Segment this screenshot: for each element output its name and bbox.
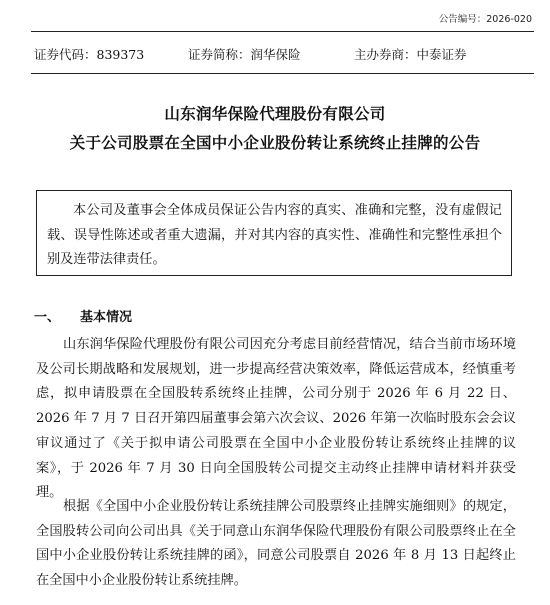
announcement-title: 关于公司股票在全国中小企业股份转让系统终止挂牌的公告: [69, 133, 481, 152]
header-bottom-rule: [31, 73, 534, 74]
paragraph-1: 山东润华保险代理股份有限公司因充分考虑目前经营情况，结合当前市场环境及公司长期战略和发展规划，进一步提高经营决策效率，降低运营成本，经慎重考虑，拟申请股票在全国股转系统终止挂牌，公司分别于 2026 年 6 月 22 日、2026 年 7 月 7 日召开第四届董事会第六次会议、2026 年第一次临时股东会会议审议通过了《关于拟申请公司股票在全国中小企业股份转让系统终止挂牌的议案》，于 2026 年 7 月 30 日向全国股转公司提交主动终止挂牌申请材料并获受理。: [36, 337, 516, 501]
section-heading: [34, 306, 132, 325]
sponsor-broker: 主办券商：中泰证券: [354, 47, 467, 62]
disclaimer-text: 本公司及董事会全体成员保证公告内容的真实、准确和完整，没有虚假记载、误导性陈述或者重大遗漏，并对其内容的真实性、准确性和完整性承担个别及连带法律责任。: [47, 203, 502, 267]
security-abbreviation: 证券简称：润华保险: [188, 47, 301, 62]
announcement-number: 公告编号：2026-020: [438, 14, 532, 25]
header-top-rule: [31, 31, 534, 32]
paragraph-2: 根据《全国中小企业股份转让系统挂牌公司股票终止挂牌实施细则》的规定，全国股转公司向公司出具《关于同意山东润华保险代理股份有限公司股票终止在全国中小企业股份转让系统挂牌的函》，同意公司股票自 2026 年 8 月 13 日起终止在全国中小企业股份转让系统挂牌。: [36, 499, 516, 589]
section-title: 基本情况: [80, 310, 133, 325]
security-code: 证券代码：839373: [34, 47, 145, 62]
company-title: 山东润华保险代理股份有限公司: [164, 104, 386, 123]
disclaimer-box: [36, 190, 512, 276]
security-info-row: [34, 45, 534, 63]
section-number: 一、: [34, 310, 61, 325]
